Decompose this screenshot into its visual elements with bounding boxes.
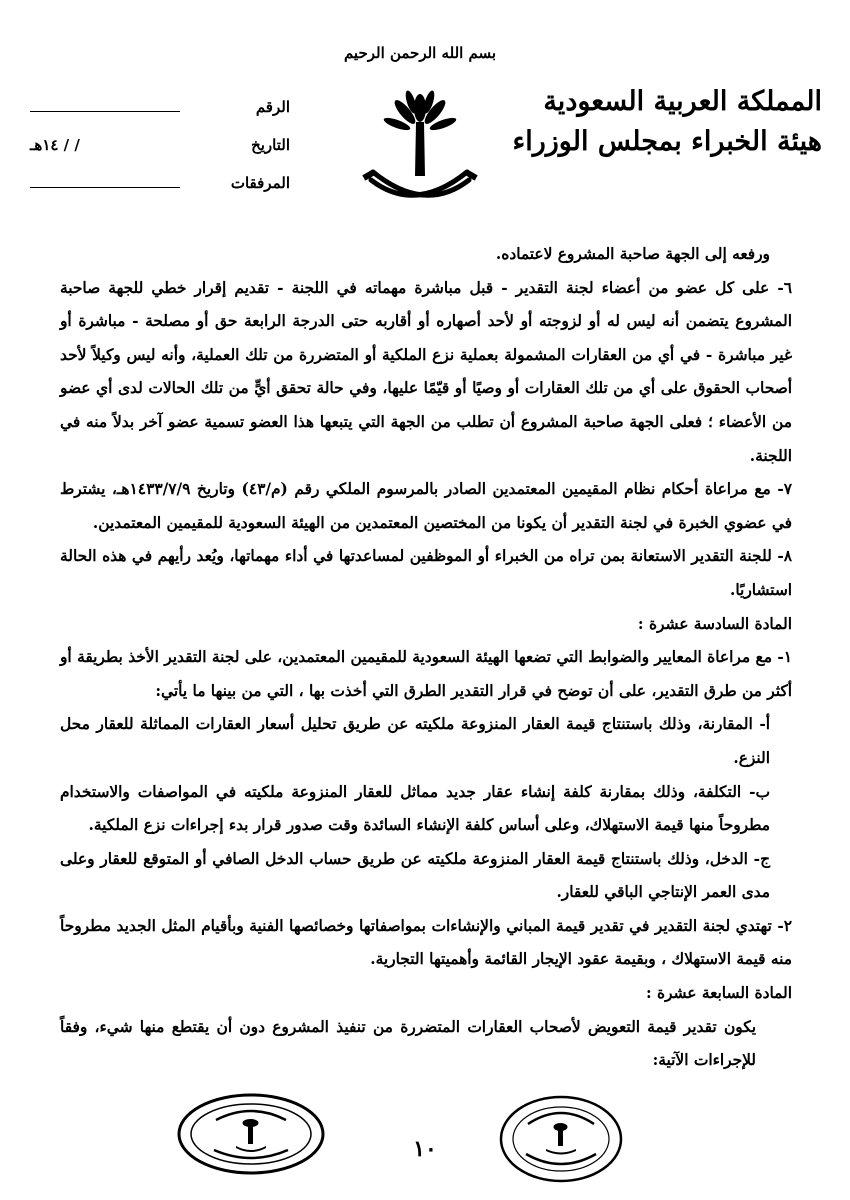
reference-label: الرقم [255,98,290,116]
date-label: التاريخ [251,136,290,154]
page-number: ١٠ [413,1136,437,1162]
article-16-item-1c: ج- الدخل، وذلك باستنتاج قيمة العقار المنزوعة ملكيته عن طريق حساب الدخل الصافي أو المتوقع للعقار وعلى مدى العمر الإنتاجي الباقي للعقار. [60,849,770,902]
reference-block [30,88,290,202]
official-seal-icon [498,1094,624,1184]
article-16-item-1: ١- مع مراعاة المعايير والضوابط التي تضعها الهيئة السعودية للمقيمين المعتمدين، على لجنة التقدير الأخذ بطريقة أو أكثر من طرق التقدير، على أن توضح في قرار التقدير الطرق التي أخذت بها ، التي من بينها ما يأتي: [60,648,792,700]
article-16-item-1a: أ- المقارنة، وذلك باستنتاج قيمة العقار المنزوعة ملكيته عن طريق تحليل أسعار العقارات المماثلة للعقار محل النزع. [60,715,770,767]
article-16-item-2: ٢- تهتدي لجنة التقدير في تقدير قيمة المباني والإنشاءات بمواصفاتها وخصائصها الفنية وبأقيام المثل الجديد مطروحاً منه قيمة الاستهلاك ، وبقيمة عقود الإيجار القائمة وأهميتها التجارية. [60,916,792,969]
article-16-heading: المادة السادسة عشرة : [637,614,792,633]
clause-7: ٧- مع مراعاة أحكام نظام المقيمين المعتمدين الصادر بالمرسوم الملكي رقم (م/٤٣) وتاريخ ١٤٣٣/٧/٩هـ، يشترط في عضوي الخبرة في لجنة التقدير أن يكونا من المختصين المعتمدين من الهيئة السعودية للمقيمين المعتمدين. [60,480,792,532]
attachments-row [30,164,290,202]
official-seal-icon [176,1092,326,1176]
date-value: ١٤هـ / / [30,136,80,154]
article-17-text: يكون تقدير قيمة التعويض لأصحاب العقارات المتضررة من تنفيذ المشروع دون أن يقتطع منها شيء، وفقاً للإجراءات الآتية: [60,1017,756,1070]
attachments-line [30,177,180,188]
basmala: بسم الله الرحمن الرحيم [343,44,497,62]
article-16-item-1b: ب- التكلفة، وذلك بمقارنة كلفة إنشاء عقار جديد مماثل للعقار المنزوعة ملكيته في المواصفات والاستخدام مطروحاً منها قيمة الاستهلاك، وعلى أساس كلفة الإنشاء السائدة وقت صدور قرار بدء إجراءات نزع الملكية. [60,782,770,835]
kingdom-name: المملكة العربية السعودية [543,86,822,117]
article-17-heading: المادة السابعة عشرة : [645,984,792,1003]
clause-8: ٨- للجنة التقدير الاستعانة بمن تراه من الخبراء أو الموظفين لمساعدتها في أداء مهماتها، ويُعد رأيهم في هذه الحالة استشاريًا. [60,547,792,599]
saudi-emblem-icon [355,84,485,214]
letterhead-title [492,82,822,162]
attachments-label: المرفقات [230,174,290,192]
reference-line [30,101,180,112]
paragraph-intro: ورفعه إلى الجهة صاحبة المشروع لاعتماده. [495,245,770,263]
date-row [30,126,290,164]
authority-name: هيئة الخبراء بمجلس الوزراء [512,126,822,157]
clause-6: ٦- على كل عضو من أعضاء لجنة التقدير - قبل مباشرة مهماته في اللجنة - تقديم إقرار خطي للجهة صاحبة المشروع يتضمن أنه ليس له أو لزوجته أو لأحد أصهاره أو أقاربه حتى الدرجة الرابعة حق أو مصلحة - مباشرة أو غير مباشرة - في أي من العقارات المشمولة بعملية نزع الملكية أو المتضررة من تلك العملية، وأنه ليس وكيلاً لأحد أصحاب الحقوق على أي من تلك العقارات أو وصيًا أو قيّمًا عليها، وفي حالة تحقق أيٍّ من تلك الحالات لدى أي عضو من الأعضاء ؛ فعلى الجهة صاحبة المشروع أن تطلب من الجهة التي يتبعها هذا العضو تسمية عضو آخر بدلاً منه في اللجنة. [60,278,792,465]
reference-row [30,88,290,126]
document-body [60,238,792,1078]
